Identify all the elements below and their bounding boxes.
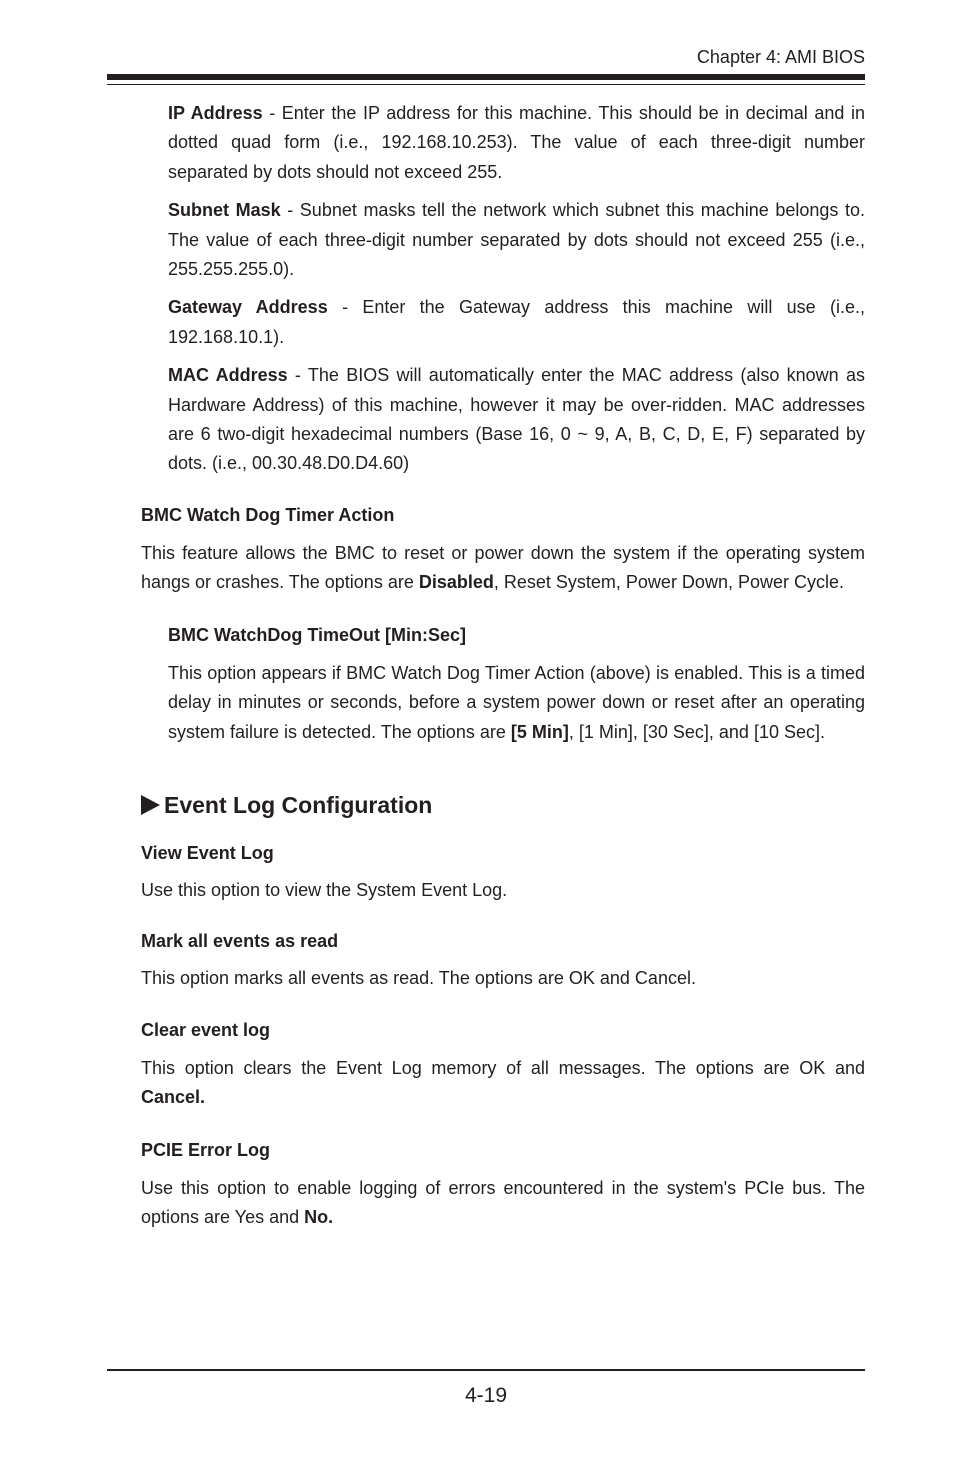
clear-event-log-text: This option clears the Event Log memory of all messages. The options are OK and Cancel. — [141, 1057, 865, 1108]
view-event-log-heading: View Event Log — [141, 842, 274, 863]
subnet-mask-entry — [141, 196, 865, 284]
pcie-error-log-default: No. — [304, 1206, 334, 1227]
gateway-address-desc: - Enter the Gateway address this machine will use (i.e., 192.168.10.1). — [168, 297, 865, 347]
gateway-address-entry — [141, 293, 865, 352]
subnet-mask-term: Subnet Mask — [168, 200, 281, 221]
triangle-right-icon — [141, 795, 160, 815]
timeout-default: [5 Min] — [510, 721, 569, 742]
watchdog-heading: BMC Watch Dog Timer Action — [141, 504, 395, 525]
ip-address-entry — [141, 99, 865, 187]
header-rule-thick — [107, 74, 865, 80]
mark-events-text: This option marks all events as read. The options are OK and Cancel. — [141, 968, 696, 989]
footer-rule — [107, 1369, 865, 1371]
mac-address-entry — [141, 361, 865, 479]
watchdog-text: This feature allows the BMC to reset or power down the system if the operating system hangs or crashes. The options are Disabled, Reset System, Power Down, Power Cycle. — [141, 542, 865, 593]
mac-address-term: MAC Address — [168, 365, 288, 386]
page-content — [141, 99, 865, 1232]
watchdog-default: Disabled — [418, 572, 494, 593]
timeout-text: This option appears if BMC Watch Dog Timer Action (above) is enabled. This is a timed delay in minutes or seconds, before a system power down or reset after an operating system failure is detected. The options are [5 Min], [1 Min], [30 Sec], and [10 Sec]. — [168, 662, 865, 742]
page-number: 4-19 — [464, 1384, 508, 1407]
pcie-error-log-heading: PCIE Error Log — [141, 1139, 271, 1160]
clear-event-log-heading: Clear event log — [141, 1019, 271, 1040]
mark-events-heading: Mark all events as read — [141, 931, 339, 952]
ip-address-desc: - Enter the IP address for this machine. This should be in decimal and in dotted quad form (i.e., 192.168.10.253). The value of each three-digit number separated by dots should not exceed 255. — [168, 103, 865, 182]
clear-event-log-default: Cancel. — [141, 1087, 206, 1108]
ip-address-term: IP Address — [168, 103, 263, 123]
pcie-error-log-text: Use this option to enable logging of errors encountered in the system's PCIe bus. The options are Yes and No. — [141, 1177, 865, 1227]
timeout-heading: BMC WatchDog TimeOut [Min:Sec] — [168, 624, 466, 645]
chapter-title: Chapter 4: AMI BIOS — [696, 47, 865, 67]
subnet-mask-desc: - Subnet masks tell the network which subnet this machine belongs to. The value of each three-digit number separated by dots should not exceed 255 (i.e., 255.255.255.0). — [168, 200, 866, 280]
gateway-address-term: Gateway Address — [168, 297, 328, 318]
mac-address-desc: - The BIOS will automatically enter the MAC address (also known as Hardware Address) of this machine, however it may be over-ridden. MAC addresses are 6 two-digit hexadecimal numbers (Base 16, 0 ~ 9, A, B, C, D, E, F) separated by dots. (i.e., 00.30.48.D0.D4.60) — [168, 365, 865, 474]
header-rule-thin — [107, 84, 865, 85]
event-log-section-title: Event Log Configuration — [141, 791, 865, 819]
view-event-log-text: Use this option to view the System Event Log. — [141, 879, 508, 900]
